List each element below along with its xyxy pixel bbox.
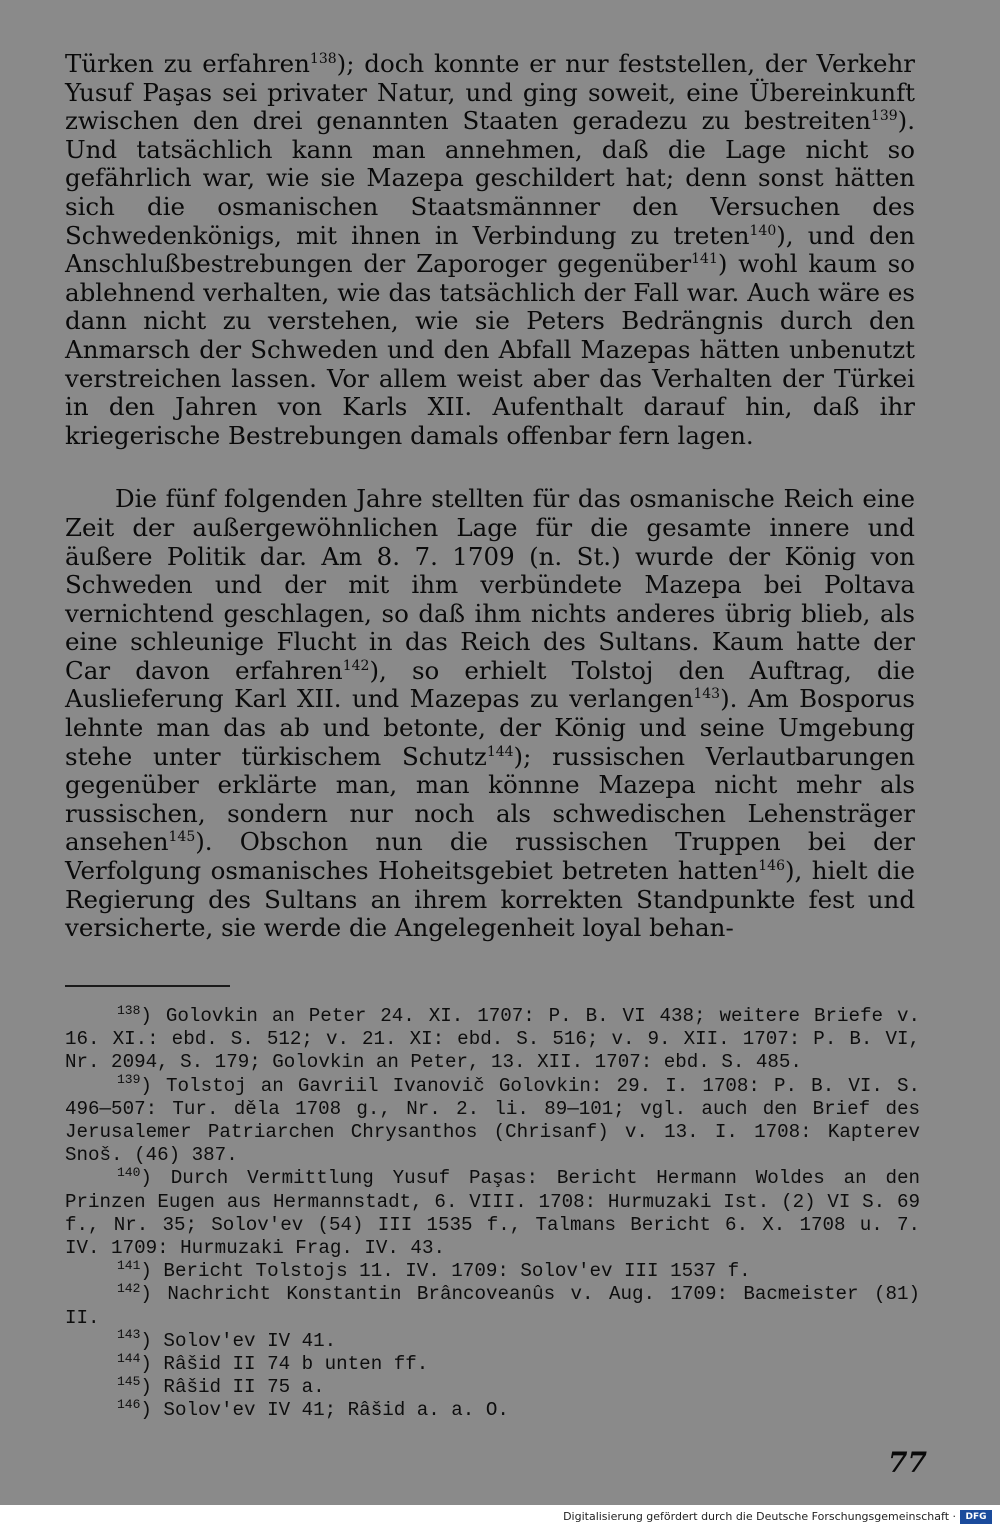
footnote-text: ) Râšid II 74 b unten ff. <box>140 1353 429 1376</box>
footnote-text: ) Nachricht Konstantin Brâncoveanûs v. Aug. 1709: Bacmeister (81) II. <box>65 1283 920 1329</box>
footnote-text: ) Râšid II 75 a. <box>140 1376 325 1399</box>
paragraph-1: Türken zu erfahren$^{138}$); doch konnte er nur feststellen, der Verkehr Yusuf Paşas sei privater Natur, und ging soweit, eine Übereinkunft zwischen den drei genannten Staaten geradezu zu bestreiten$^{139}$). Und tatsächlich kann man annehmen, daß die Lage nicht so gefährlich war, wie sie Mazepa geschildert hat; denn sonst hätten sich die osmanischen Staatsmännner den Versuchen des Schwedenkönigs, mit ihnen in Verbindung zu treten$^{140}$), und den Anschlußbestrebungen der Zaporoger gegenüber$^{141}$) wohl kaum so ablehnend verhalten, wie das tatsächlich der Fall war. Auch wäre es dann nicht zu verstehen, wie sie Peters Bedrängnis durch den Anmarsch der Schweden und den Abfall Mazepas hätten unbenutzt verstreichen lassen. Vor allem weist aber das Verhalten der Türkei in den Jahren von Karls XII. Aufenthalt darauf hin, daß ihr kriegerische Bestrebungen damals offenbar fern lagen. <box>65 49 916 450</box>
footnote-ref: 142 <box>342 657 370 674</box>
dfg-logo: DFG <box>960 1510 992 1524</box>
footnote-140 <box>65 1167 920 1260</box>
footnote-ref: 139 <box>870 108 898 125</box>
paragraph-2: Die fünf folgenden Jahre stellten für das osmanische Reich eine Zeit der außergewöhnlichen Lage für die gesamte innere und äußere Politik dar. Am 8. 7. 1709 (n. St.) wurde der König von Schweden und der mit ihm verbündete Mazepa bei Poltava vernichtend geschlagen, so daß ihm nichts anderes übrig blieb, als eine schleunige Flucht in das Reich des Sultans. Kaum hatte der Car davon erfahren$^{142}$), so erhielt Tolstoj den Auftrag, die Auslieferung Karl XII. und Mazepas zu verlangen$^{143}$). Am Bosporus lehnte man das ab und betonte, der König und seine Umgebung stehe unter türkischem Schutz$^{144}$); russischen Verlautbarungen gegenüber erklärte man, man könnne Mazepa nicht mehr als russischen, sondern nur noch als schwedischen Lehensträger ansehen$^{145}$). Obschon nun die russischen Truppen bei der Verfolgung osmanisches Hoheitsgebiet betreten hatten$^{146}$), hielt die Regierung des Sultans an ihrem korrekten Standpunkte fest und versicherte, sie werde die Angelegenheit loyal behan- <box>65 484 916 943</box>
footnote-rule <box>65 985 230 987</box>
footnote-number: 139 <box>117 1072 141 1088</box>
footnote-text: ) Golovkin an Peter 24. XI. 1707: P. B. VI 438; weitere Briefe v. 16. XI.: ebd. S. 512; v. 21. XI: ebd. S. 516; v. 9. XII. 1707: P. B. VI, Nr. 2094, S. 179; Golovkin an Peter, 13. XII. 1707: ebd. S. 485. <box>65 1005 920 1074</box>
footnote-ref: 138 <box>309 50 337 67</box>
digitization-footer <box>0 1505 1000 1530</box>
footnote-number: 140 <box>117 1165 141 1181</box>
main-text <box>65 50 915 943</box>
footnote-139 <box>65 1072 920 1168</box>
footnote-text: ) Durch Vermittlung Yusuf Paşas: Bericht Hermann Woldes an den Prinzen Eugen aus Hermannstadt, 6. VIII. 1708: Hurmuzaki Ist. (2) VI S. 69 f., Nr. 35; Solov'ev (54) III 1535 f., Talmans Bericht 6. X. 1708 u. 7. IV. 1709: Hurmuzaki Frag. IV. 43. <box>65 1167 920 1260</box>
footnote-ref: 145 <box>168 829 196 846</box>
footnote-146 <box>65 1399 920 1422</box>
footnote-ref: 143 <box>693 686 721 703</box>
footnote-138 <box>65 1002 920 1075</box>
footnote-145 <box>65 1373 920 1399</box>
footnote-text: ) Bericht Tolstojs 11. IV. 1709: Solov'ev III 1537 f. <box>140 1260 751 1283</box>
footnote-141 <box>65 1257 920 1283</box>
footnote-text: ) Solov'ev IV 41. <box>140 1329 337 1352</box>
footnote-ref: 144 <box>486 743 514 760</box>
footer-credit: Digitalisierung gefördert durch die Deutsche Forschungsgemeinschaft · <box>563 1510 956 1523</box>
footnotes <box>65 1002 920 1423</box>
footnote-number: 138 <box>117 1002 141 1018</box>
footnote-number: 142 <box>117 1281 141 1297</box>
footnote-number: 145 <box>117 1373 141 1389</box>
footnote-number: 141 <box>117 1257 141 1273</box>
footnote-ref: 141 <box>691 251 718 267</box>
footnote-number: 144 <box>117 1350 141 1366</box>
footnote-ref: 140 <box>749 222 777 239</box>
footnote-ref: 146 <box>758 857 785 874</box>
paragraph-gap <box>65 450 915 485</box>
footnote-142 <box>65 1283 920 1329</box>
footnote-143 <box>65 1327 920 1353</box>
footnote-144 <box>65 1350 920 1376</box>
footnote-number: 146 <box>117 1397 141 1413</box>
footnote-text: ) Solov'ev IV 41; Râšid a. a. O. <box>140 1399 509 1422</box>
footnote-text: ) Tolstoj an Gavriil Ivanovič Golovkin: 29. I. 1708: P. B. VI. S. 496—507: Tur. děla 1708 g., Nr. 2. li. 89—101; vgl. auch den Brief des Jerusalemer Patriarchen Chrysanthos (Chrisanf) v. 13. I. 1708: Kapterev Snoš. (46) 387. <box>65 1074 920 1167</box>
footnote-number: 143 <box>117 1327 141 1343</box>
page-number: 77 <box>888 1446 927 1479</box>
